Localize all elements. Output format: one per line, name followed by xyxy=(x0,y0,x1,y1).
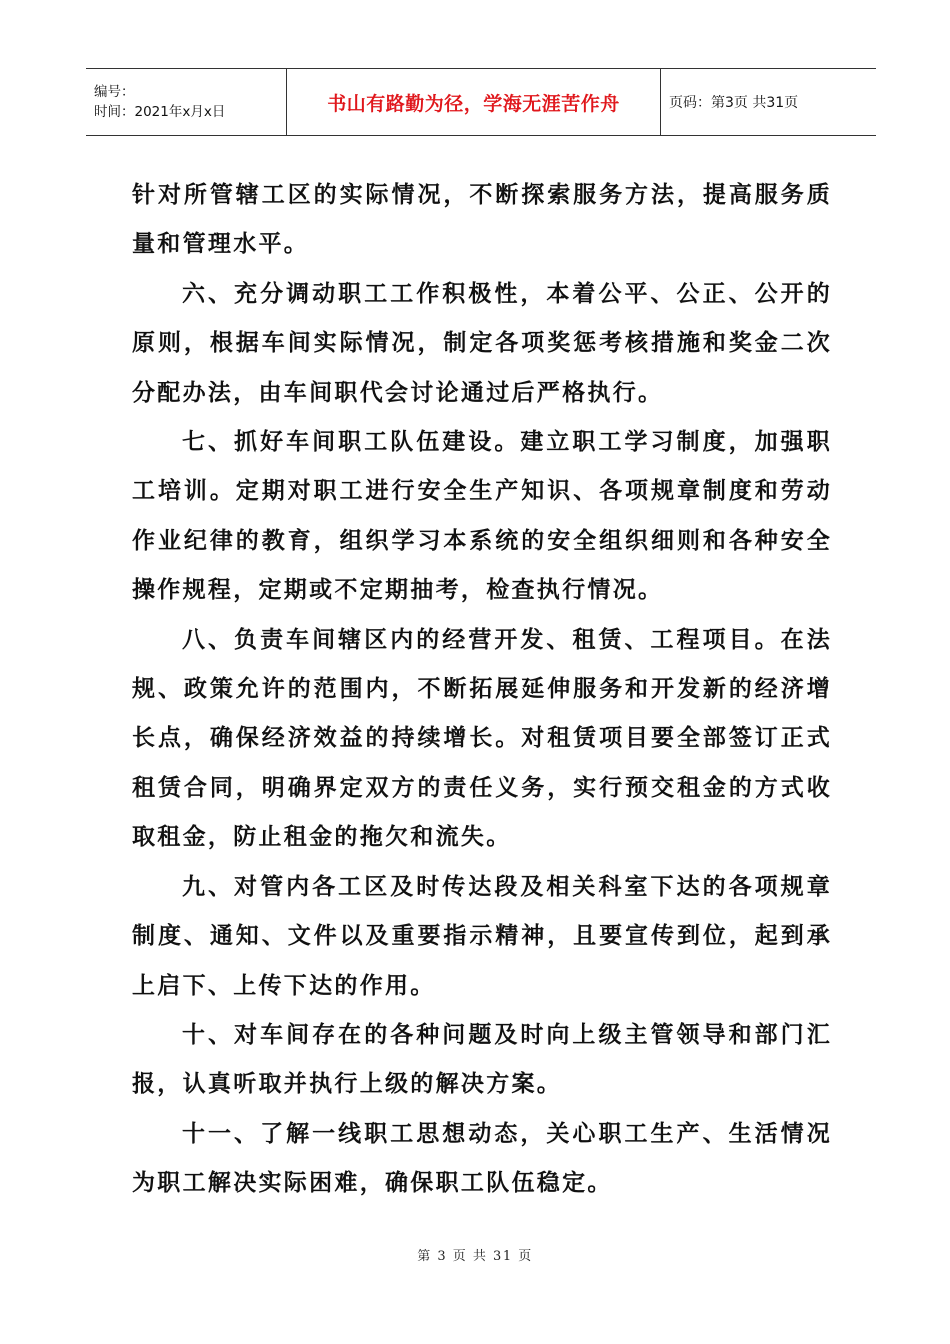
header-meta-cell xyxy=(86,69,287,136)
header-page-code: 页码：第3页 共31页 xyxy=(669,95,799,111)
body-paragraph: 六、充分调动职工工作积极性，本着公平、公正、公开的原则，根据车间实际情况，制定各项奖惩考核措施和奖金二次分配办法，由车间职代会讨论通过后严格执行。 xyxy=(132,279,832,406)
document-date-label: 时间：2021年x月x日 xyxy=(94,104,226,120)
header-motto-cell xyxy=(287,69,661,136)
header-motto: 书山有路勤为径，学海无涯苦作舟 xyxy=(327,92,620,115)
document-body xyxy=(132,170,832,1208)
body-paragraph: 十、对车间存在的各种问题及时向上级主管领导和部门汇报，认真听取并执行上级的解决方案。 xyxy=(132,1020,832,1098)
document-header xyxy=(86,68,876,136)
body-paragraph: 八、负责车间辖区内的经营开发、租赁、工程项目。在法规、政策允许的范围内，不断拓展延伸服务和开发新的经济增长点，确保经济效益的持续增长。对租赁项目要全部签订正式租赁合同，明确界定双方的责任义务，实行预交租金的方式收取租金，防止租金的拖欠和流失。 xyxy=(132,625,832,851)
body-paragraph: 针对所管辖工区的实际情况，不断探索服务方法，提高服务质量和管理水平。 xyxy=(132,181,832,258)
body-paragraph: 十一、了解一线职工思想动态，关心职工生产、生活情况为职工解决实际困难，确保职工队伍稳定。 xyxy=(132,1119,832,1197)
page-footer: 第 3 页 共 31 页 xyxy=(417,1249,533,1264)
header-page-cell xyxy=(661,69,877,136)
body-paragraph: 七、抓好车间职工队伍建设。建立职工学习制度，加强职工培训。定期对职工进行安全生产知识、各项规章制度和劳动作业纪律的教育，组织学习本系统的安全组织细则和各种安全操作规程，定期或不定期抽考，检查执行情况。 xyxy=(132,428,832,604)
body-paragraph: 九、对管内各工区及时传达段及相关科室下达的各项规章制度、通知、文件以及重要指示精神，且要宣传到位，起到承上启下、上传下达的作用。 xyxy=(132,872,832,999)
document-number-label: 编号： xyxy=(94,84,135,100)
